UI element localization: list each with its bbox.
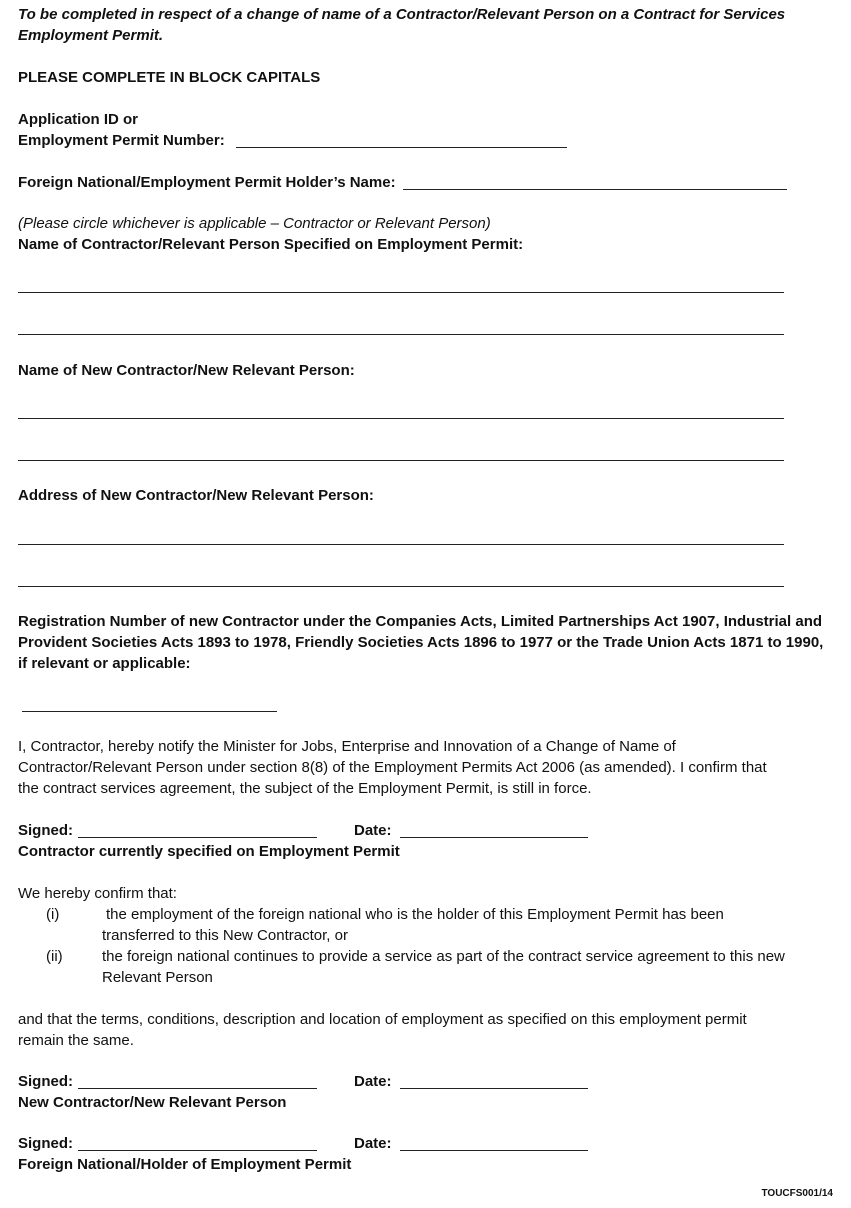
circle-applicable-note: (Please circle whichever is applicable – Contractor or Relevant Person) bbox=[18, 215, 491, 232]
intro-line-1: To be completed in respect of a change of name of a Contractor/Relevant Person on a Contract for Services bbox=[18, 6, 786, 23]
confirmation-lead: We hereby confirm that: bbox=[18, 885, 177, 902]
application-id-label: Application ID or bbox=[18, 111, 138, 128]
registration-label-line-3: if relevant or applicable: bbox=[18, 655, 191, 672]
list-item-text: the foreign national continues to provide a service as part of the contract service agreement to this new bbox=[102, 948, 785, 965]
registration-number-field[interactable] bbox=[22, 711, 277, 712]
new-contractor-signature-field[interactable] bbox=[78, 1088, 317, 1089]
permit-number-field[interactable] bbox=[236, 147, 567, 148]
signed-label: Signed: bbox=[18, 1135, 73, 1152]
contractor-name-field-line-1[interactable] bbox=[18, 292, 784, 293]
contractor-date-field[interactable] bbox=[400, 837, 588, 838]
holder-signature-field[interactable] bbox=[78, 1150, 317, 1151]
holder-name-label: Foreign National/Employment Permit Holder’s Name: bbox=[18, 174, 396, 191]
new-contractor-name-field-line-2[interactable] bbox=[18, 460, 784, 461]
list-item-text: Relevant Person bbox=[102, 969, 213, 986]
list-item-text: transferred to this New Contractor, or bbox=[102, 927, 348, 944]
new-contractor-address-label: Address of New Contractor/New Relevant Person: bbox=[18, 487, 374, 504]
new-contractor-name-field-line-1[interactable] bbox=[18, 418, 784, 419]
list-marker: (i) bbox=[46, 906, 60, 923]
new-contractor-address-field-line-1[interactable] bbox=[18, 544, 784, 545]
holder-name-field[interactable] bbox=[403, 189, 787, 190]
new-contractor-name-label: Name of New Contractor/New Relevant Person: bbox=[18, 362, 355, 379]
confirmation-closing-line-2: remain the same. bbox=[18, 1032, 134, 1049]
list-marker: (ii) bbox=[46, 948, 63, 965]
block-capitals-instruction: PLEASE COMPLETE IN BLOCK CAPITALS bbox=[18, 69, 321, 86]
declaration-line-3: the contract services agreement, the subject of the Employment Permit, is still in force. bbox=[18, 780, 592, 797]
confirmation-closing-line-1: and that the terms, conditions, description and location of employment as specified on this employment permit bbox=[18, 1011, 747, 1028]
declaration-line-2: Contractor/Relevant Person under section 8(8) of the Employment Permits Act 2006 (as amended). I confirm that bbox=[18, 759, 767, 776]
signatory-role: Contractor currently specified on Employment Permit bbox=[18, 843, 400, 860]
signatory-role: New Contractor/New Relevant Person bbox=[18, 1094, 287, 1111]
list-item-text: the employment of the foreign national who is the holder of this Employment Permit has been bbox=[106, 906, 724, 923]
holder-date-field[interactable] bbox=[400, 1150, 588, 1151]
signatory-role: Foreign National/Holder of Employment Permit bbox=[18, 1156, 352, 1173]
date-label: Date: bbox=[354, 1135, 392, 1152]
contractor-name-field-line-2[interactable] bbox=[18, 334, 784, 335]
date-label: Date: bbox=[354, 1073, 392, 1090]
signed-label: Signed: bbox=[18, 1073, 73, 1090]
new-contractor-date-field[interactable] bbox=[400, 1088, 588, 1089]
permit-number-label: Employment Permit Number: bbox=[18, 132, 225, 149]
date-label: Date: bbox=[354, 822, 392, 839]
contractor-name-label: Name of Contractor/Relevant Person Specified on Employment Permit: bbox=[18, 236, 524, 253]
registration-label-line-1: Registration Number of new Contractor under the Companies Acts, Limited Partnerships Act 1907, Industrial and bbox=[18, 613, 823, 630]
registration-label-line-2: Provident Societies Acts 1893 to 1978, Friendly Societies Acts 1896 to 1977 or the Trade Union Acts 1871 to 1990, bbox=[18, 634, 824, 651]
intro-line-2: Employment Permit. bbox=[18, 27, 164, 44]
declaration-line-1: I, Contractor, hereby notify the Minister for Jobs, Enterprise and Innovation of a Change of Name of bbox=[18, 738, 676, 755]
form-code: TOUCFS001/14 bbox=[761, 1188, 833, 1199]
new-contractor-address-field-line-2[interactable] bbox=[18, 586, 784, 587]
contractor-signature-field[interactable] bbox=[78, 837, 317, 838]
signed-label: Signed: bbox=[18, 822, 73, 839]
